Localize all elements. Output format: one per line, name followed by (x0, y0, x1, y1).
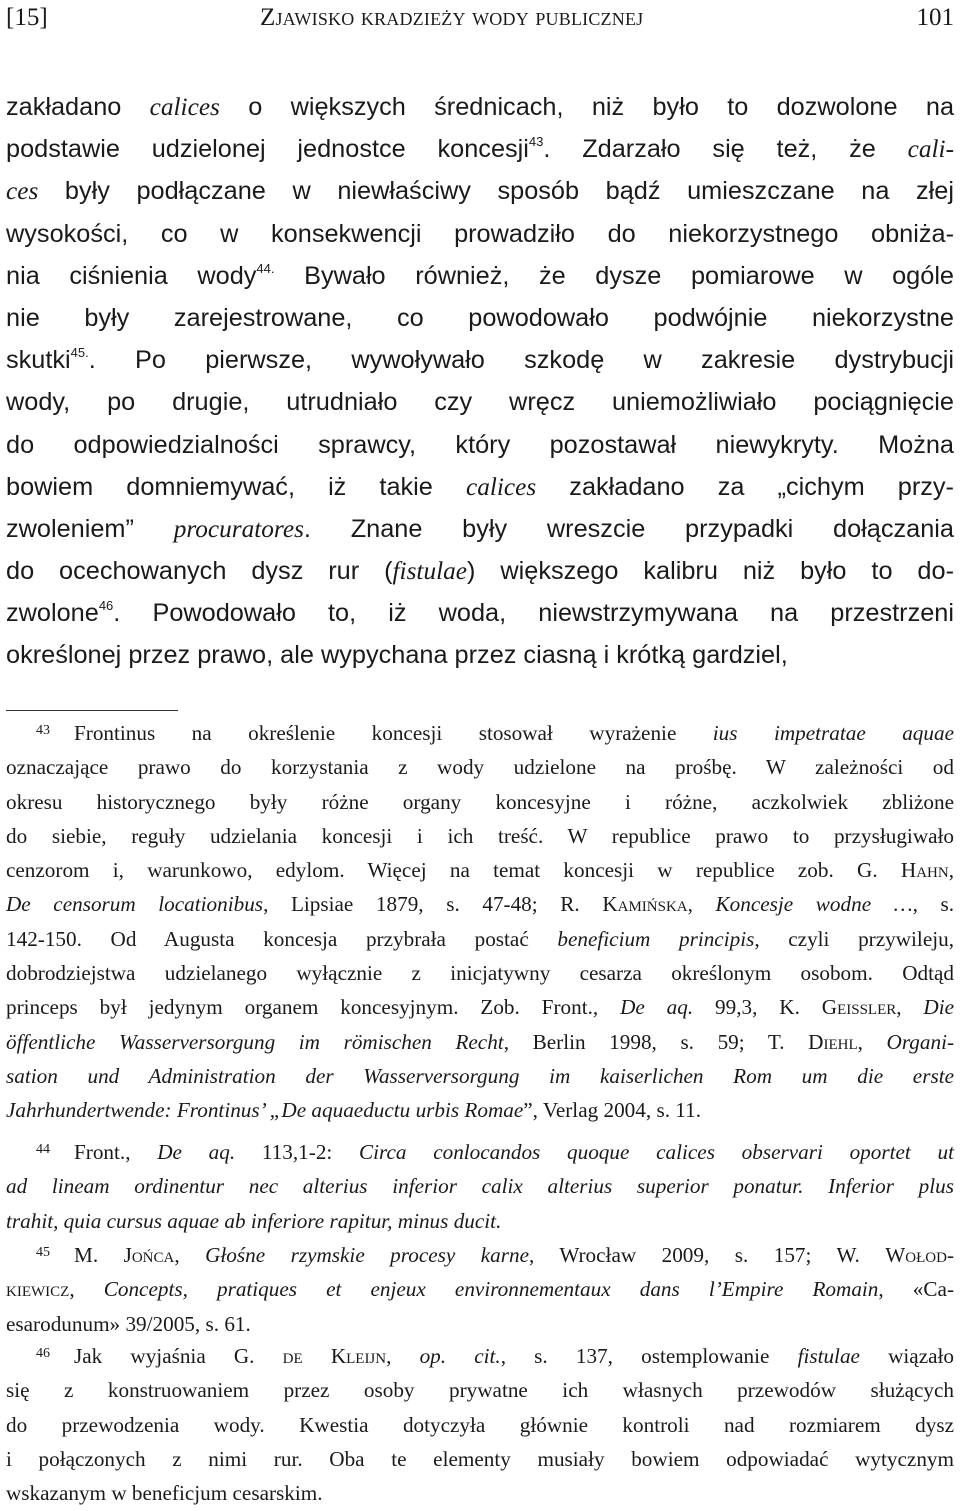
text-run: określonej przez prawo, ale wypychana przez ciasną i krótką gardziel, (6, 641, 788, 670)
text-run: wysokości, co w konsekwencji prowadziło do niekorzystnego obniża- (6, 219, 954, 248)
text-run: nie były zarejestrowane, co powodowało podwójnie niekorzystne (6, 303, 954, 332)
section-number: [15] (6, 4, 48, 31)
footnote-45 (6, 1238, 954, 1341)
body-line (6, 170, 954, 212)
author-name: Wołod- (885, 1243, 954, 1267)
footnote-line (6, 1442, 954, 1476)
footnote-ref: 45. (70, 345, 89, 361)
italic-term: Circa conlocandos quoque calices observari oportet ut (359, 1140, 954, 1164)
text-run: okresu historycznego były różne organy koncesyjne i różne, aczkolwiek zbliżone (6, 789, 954, 814)
text-run: bowiem domniemywać, iż takie (6, 472, 466, 501)
footnote-line (6, 853, 954, 887)
author-name: kiewicz (6, 1277, 70, 1302)
italic-term: op. cit. (419, 1344, 501, 1368)
italic-term: De censorum locationibus (6, 892, 264, 917)
footnote-line: 43 Frontinus na określenie koncesji stosował wyrażenie ius impetratae aquae (36, 721, 954, 745)
text-run: do siebie, reguły udzielania koncesji i ich treść. W republice prawo to przysługiwało (6, 823, 954, 848)
text-run: były podłączane w niewłaściwy sposób bądź umieszczane na złej (38, 177, 954, 206)
text-run: podstawie udzielonej jednostce koncesji (6, 135, 529, 164)
italic-term: calices (149, 93, 220, 121)
body-line (6, 255, 954, 297)
text-run: , s. (912, 892, 955, 917)
body-line (6, 128, 954, 170)
text-run: ) większego kalibru niż było to do- (467, 557, 954, 586)
text-run: zakładano za „cichym przy- (536, 472, 954, 501)
text-run: zwolone (6, 599, 99, 628)
italic-term: De aq. (157, 1140, 236, 1164)
body-line (6, 381, 954, 423)
footnote-line (6, 956, 954, 990)
text-run: 99,3, K. (693, 995, 822, 1020)
text-run: Bywało również, że dysze pomiarowe w ogóle (274, 261, 955, 290)
author-name: Diehl (808, 1029, 858, 1054)
body-line (6, 339, 954, 381)
text-run: , (687, 892, 716, 917)
body-line (6, 592, 954, 634)
footnote-line (6, 1408, 954, 1442)
footnote-line (6, 1373, 954, 1407)
text-run: , (896, 995, 924, 1020)
running-header (6, 0, 954, 40)
text-run: i połączonych z nimi rur. Oba te elementy musiały bowiem odpowiadać wytycznym (6, 1446, 954, 1471)
text-run: zakładano (6, 93, 150, 121)
italic-term: Koncesje wodne … (715, 892, 913, 917)
body-line (6, 466, 954, 508)
italic-term: Organi- (886, 1029, 955, 1054)
author-name: Kamińska (602, 892, 688, 917)
italic-term: De aq. (620, 995, 694, 1020)
footnote-ref: 44. (256, 260, 275, 276)
text-run: zwoleniem” (6, 514, 174, 543)
text-run: , czyli przywileju, (754, 926, 954, 951)
italic-term: öffentliche Wasserversorgung im römischen Recht (6, 1029, 504, 1054)
footnote-ref: 46 (98, 598, 114, 614)
italic-term: calices (465, 472, 537, 501)
text-run: . Znane były wreszcie przypadki dołączania (303, 514, 954, 543)
text-run: skutki (6, 346, 71, 375)
text-run: cenzorom i, warunkowo, edylom. Więcej na temat koncesji w republice zob. G. (6, 858, 901, 883)
italic-term: Concepts, pratiques et enjeux environnementaux dans l’Empire Romain (103, 1277, 879, 1302)
footnote-line (6, 819, 954, 853)
footnote-line: 45 M. Jońca, Głośne rzymskie procesy karne, Wrocław 2009, s. 157; W. Wołod- (36, 1243, 954, 1267)
text-run: do odpowiedzialności sprawcy, który pozostawał niewykryty. Można (6, 430, 954, 459)
footnote-line (6, 1169, 954, 1203)
text-run: wiązało (859, 1344, 954, 1368)
body-line (6, 634, 954, 676)
text-run: do ocechowanych dysz rur ( (6, 557, 393, 586)
body-line (6, 86, 954, 128)
text-run: M. (74, 1243, 124, 1267)
footnote-46 (6, 1339, 954, 1510)
text-run: do przewodzenia wody. Kwestia dotyczyła głównie kontroli nad rozmiarem dysz (6, 1412, 954, 1437)
footnote-43 (6, 716, 954, 1128)
text-run: , (69, 1277, 104, 1302)
text-run: , Lipsiae 1879, s. 47-48; R. (263, 892, 603, 917)
text-run: . Po pierwsze, wywoływało szkodę w zakresie dystrybucji (88, 346, 954, 375)
text-run: się z konstruowaniem przez osoby prywatne ich własnych przewodów służących (6, 1378, 954, 1403)
italic-term: Die (923, 995, 955, 1020)
footnote-line (6, 1307, 954, 1341)
footnote-line (6, 1272, 954, 1306)
body-line (6, 213, 954, 255)
text-run: , Berlin 1998, s. 59; T. (503, 1029, 809, 1054)
footnote-line (6, 1204, 954, 1238)
italic-term: Głośne rzymskie procesy karne (205, 1243, 529, 1267)
italic-term: cali- (907, 135, 954, 164)
footnote-line (6, 990, 954, 1024)
text-run: Frontinus na określenie koncesji stosował wyrażenie (74, 721, 713, 745)
body-line (6, 508, 954, 550)
italic-term: beneficium principis (557, 926, 755, 951)
text-run: , (857, 1029, 887, 1054)
text-run: . Powodowało to, iż woda, niewstrzymywana na przestrzeni (113, 599, 954, 628)
body-line (6, 424, 954, 466)
text-run: , (174, 1243, 206, 1267)
footnote-line (6, 887, 954, 921)
running-title: Zjawisko kradzieży wody publicznej (260, 4, 644, 31)
italic-term: fistulae (797, 1344, 860, 1368)
italic-term: fistulae (392, 557, 468, 586)
author-name: Jońca (123, 1243, 175, 1267)
text-run: , «Ca- (878, 1277, 954, 1302)
author-name: de Kleijn (282, 1344, 387, 1368)
text-run: dobrodziejstwa udzielanego wyłącznie z inicjatywny cesarza określonym osobom. Odtąd (6, 961, 954, 986)
italic-term: ius impetratae aquae (712, 721, 954, 745)
text-run: nia ciśnienia wody (6, 261, 257, 290)
text-run: 113,1-2: (235, 1140, 360, 1164)
footnote-line (6, 1059, 954, 1093)
text-run: Front., (74, 1140, 158, 1164)
main-text (6, 86, 954, 677)
author-name: Hahn (900, 858, 949, 883)
text-run: . Zdarzało się też, że (543, 135, 908, 164)
italic-term: trahit, quia cursus aquae ab inferiore rapitur, minus ducit. (6, 1208, 502, 1233)
text-run: wody, po drugie, utrudniało czy wręcz uniemożliwiało pociągnięcie (6, 388, 954, 417)
italic-term: procuratores (173, 514, 304, 543)
text-run: Jak wyjaśnia G. (74, 1344, 283, 1368)
footnote-line (6, 1025, 954, 1059)
italic-term: ces (6, 177, 39, 206)
text-run: , s. 137, ostemplowanie (500, 1344, 798, 1368)
footnote-line (6, 1476, 954, 1510)
footnote-line (6, 922, 954, 956)
body-line (6, 297, 954, 339)
footnote-44 (6, 1135, 954, 1238)
italic-term: ad lineam ordinentur nec alterius inferior calix alterius superior ponatur. Inferior plus (6, 1174, 954, 1199)
italic-term: sation und Administration der Wasserversorgung im kaiserlichen Rom um die erste (6, 1063, 954, 1088)
footnote-line: 44 Front., De aq. 113,1-2: Circa conlocandos quoque calices observari oportet ut (36, 1140, 954, 1164)
text-run: 142-150. Od Augusta koncesja przybrała postać (6, 926, 558, 951)
text-run: princeps był jedynym organem koncesyjnym. Zob. Front., (6, 995, 621, 1020)
text-run: o większych średnicach, niż było to dozwolone na (219, 93, 955, 121)
page-number: 101 (916, 4, 954, 31)
text-run: wskazanym w beneficjum cesarskim. (6, 1481, 323, 1506)
footnote-separator (6, 710, 178, 711)
footnote-line: 46 Jak wyjaśnia G. de Kleijn, op. cit., s. 137, ostemplowanie fistulae wiązało (36, 1344, 954, 1368)
body-line (6, 550, 954, 592)
footnote-ref: 43 (528, 134, 544, 150)
text-run: esarodunum» 39/2005, s. 61. (6, 1311, 251, 1336)
footnote-line (6, 750, 954, 784)
text-run: , Wrocław 2009, s. 157; W. (528, 1243, 886, 1267)
text-run: , (948, 858, 954, 883)
text-run: ”, Verlag 2004, s. 11. (523, 1098, 701, 1123)
text-run: oznaczające prawo do korzystania z wody udzielone na prośbę. W zależności od (6, 755, 954, 780)
footnote-line (6, 785, 954, 819)
footnote-line (6, 1093, 954, 1127)
italic-term: Jahrhundertwende: Frontinus’ „De aquaeductu urbis Romae (6, 1098, 524, 1123)
author-name: Geissler (821, 995, 897, 1020)
text-run: , (386, 1344, 420, 1368)
